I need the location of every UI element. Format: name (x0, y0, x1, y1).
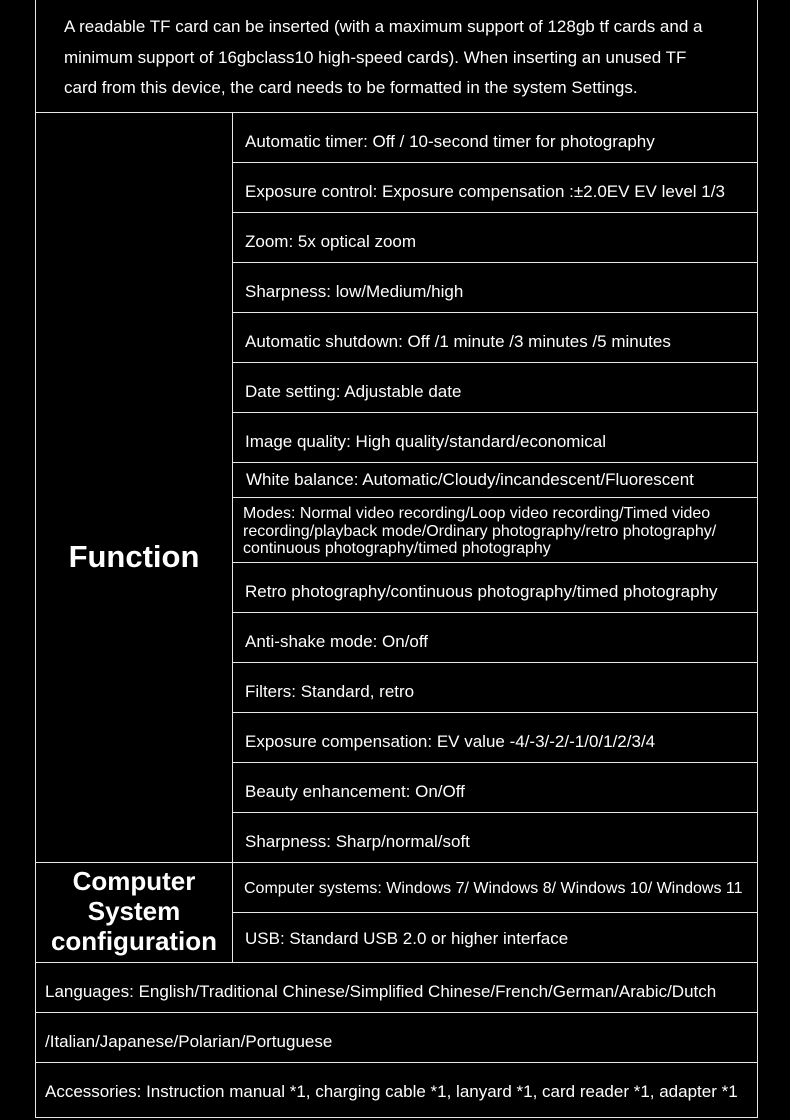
function-row-image-quality: Image quality: High quality/standard/economical (245, 432, 606, 451)
table-border-bottom (35, 1117, 758, 1118)
function-row-retro: Retro photography/continuous photography/timed photography (245, 582, 718, 601)
computer-label-line: configuration (50, 926, 218, 956)
row-divider (35, 1012, 758, 1013)
function-row-auto-shutdown: Automatic shutdown: Off /1 minute /3 minutes /5 minutes (245, 332, 671, 351)
function-row-anti-shake: Anti-shake mode: On/off (245, 632, 429, 651)
row-divider (232, 312, 758, 313)
column-divider (232, 112, 233, 963)
function-row-date-setting: Date setting: Adjustable date (245, 382, 462, 401)
function-section-label: Function (68, 539, 200, 574)
function-row-exposure-control: Exposure control: Exposure compensation :±2.0EV EV level 1/3 (245, 182, 725, 201)
computer-section-label (36, 866, 232, 956)
languages-row: Languages: English/Traditional Chinese/Simplified Chinese/French/German/Arabic/Dutch (45, 982, 717, 1001)
row-divider (232, 462, 758, 463)
modes-line: Modes: Normal video recording/Loop video recording/Timed video (243, 505, 711, 522)
row-divider (232, 412, 758, 413)
row-divider (232, 162, 758, 163)
function-row-sharpness-2: Sharpness: Sharp/normal/soft (245, 832, 470, 851)
languages-row-continued: /Italian/Japanese/Polarian/Portuguese (45, 1032, 333, 1051)
row-divider (232, 812, 758, 813)
function-row-beauty: Beauty enhancement: On/Off (245, 782, 465, 801)
modes-line: recording/playback mode/Ordinary photography/retro photography/ (243, 522, 717, 540)
section-divider (35, 962, 758, 963)
accessories-row: Accessories: Instruction manual *1, charging cable *1, lanyard *1, card reader *1, adapter *1 (45, 1082, 738, 1101)
row-divider (232, 362, 758, 363)
row-divider (232, 712, 758, 713)
function-row-exposure-compensation: Exposure compensation: EV value -4/-3/-2/-1/0/1/2/3/4 (245, 732, 656, 751)
row-divider (232, 262, 758, 263)
computer-label-line: Computer (72, 866, 196, 896)
function-row-white-balance: White balance: Automatic/Cloudy/incandescent/Fluorescent (246, 470, 694, 489)
function-row-zoom: Zoom: 5x optical zoom (245, 232, 417, 251)
row-divider (232, 762, 758, 763)
intro-line: A readable TF card can be inserted (with a maximum support of 128gb tf cards and a (64, 17, 703, 36)
computer-row-usb: USB: Standard USB 2.0 or higher interface (245, 929, 569, 948)
intro-line: minimum support of 16gbclass10 high-speed cards). When inserting an unused TF (64, 47, 687, 67)
computer-row-os: Computer systems: Windows 7/ Windows 8/ Windows 10/ Windows 11 (244, 880, 743, 897)
row-divider (232, 912, 758, 913)
function-row-sharpness: Sharpness: low/Medium/high (245, 282, 464, 301)
table-border-right (757, 0, 758, 1118)
row-divider (232, 562, 758, 563)
row-divider (35, 1062, 758, 1063)
row-divider (35, 112, 758, 113)
intro-paragraph (64, 12, 744, 104)
intro-line: card from this device, the card needs to be formatted in the system Settings. (64, 78, 638, 97)
row-divider (232, 497, 758, 498)
row-divider (232, 662, 758, 663)
section-divider (35, 862, 758, 863)
function-row-filters: Filters: Standard, retro (245, 682, 415, 701)
row-divider (232, 212, 758, 213)
row-divider (232, 612, 758, 613)
function-row-modes (243, 505, 758, 558)
computer-label-line: System (87, 896, 181, 926)
modes-line: continuous photography/timed photography (243, 540, 551, 557)
function-row-timer: Automatic timer: Off / 10-second timer for photography (245, 132, 655, 151)
